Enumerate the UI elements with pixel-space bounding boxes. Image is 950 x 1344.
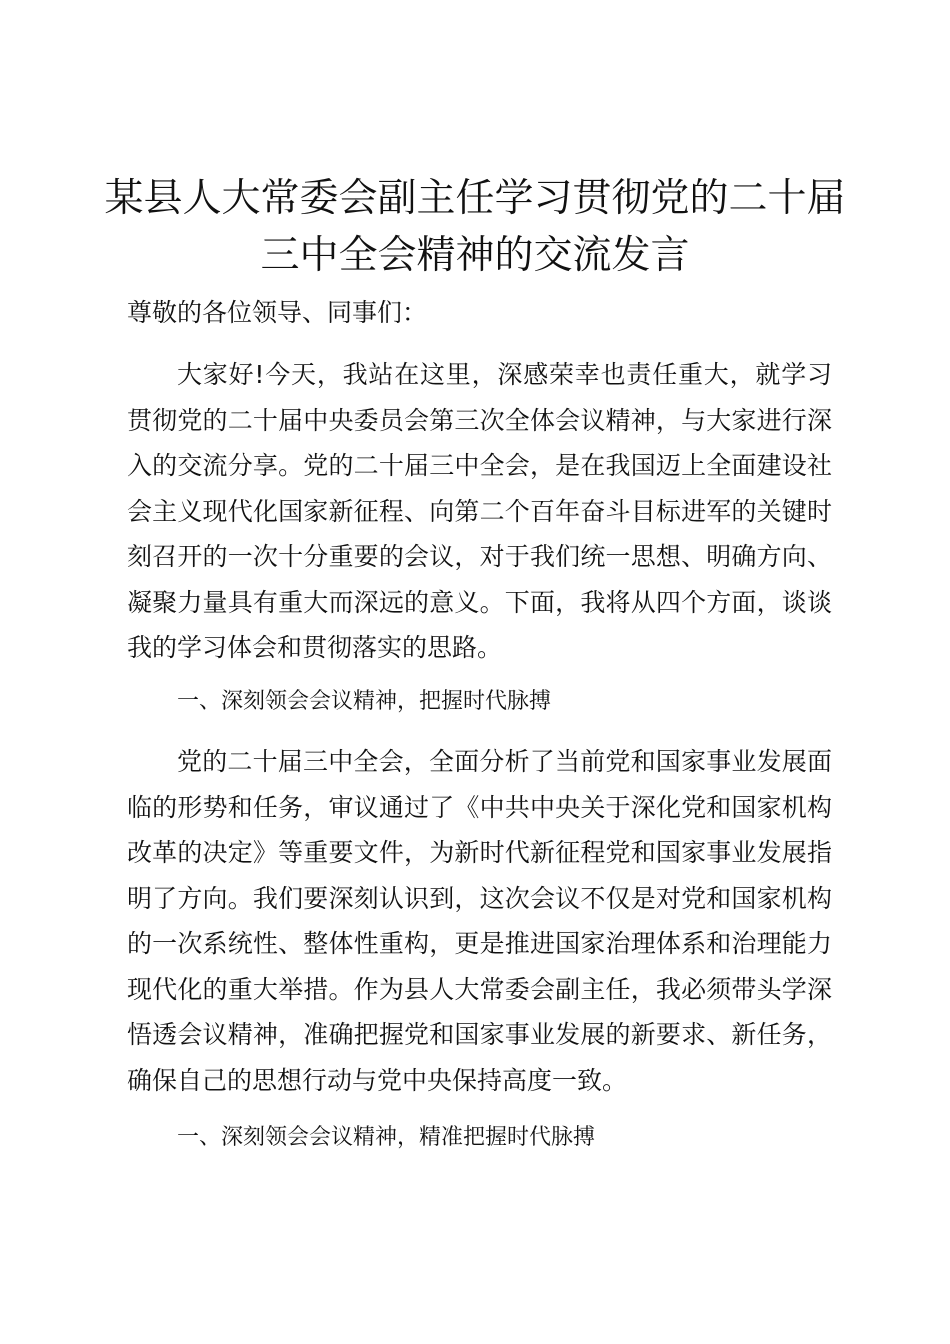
paragraph-section-1: 党的二十届三中全会，全面分析了当前党和国家事业发展面临的形势和任务，审议通过了《中共中央关于深化党和国家机构改革的决定》等重要文件，为新时代新征程党和国家事业发展指明了方向。我们要深刻认识到，这次会议不仅是对党和国家机构的一次系统性、整体性重构，更是推进国家治理体系和治理能力现代化的重大举措。作为县人大常委会副主任，我必须带头学深悟透会议精神，准确把握党和国家事业发展的新要求、新任务，确保自己的思想行动与党中央保持高度一致。 [127,747,832,1095]
document-title: 某县人大常委会副主任学习贯彻党的二十届三中全会精神的交流发言 [104,176,846,278]
salutation: 尊敬的各位领导、同事们： [127,298,428,327]
section-heading-1: 一、深刻领会会议精神，把握时代脉搏 [177,689,552,714]
paragraph-intro: 大家好!今天，我站在这里，深感荣幸也责任重大，就学习贯彻党的二十届中央委员会第三次全体会议精神，与大家进行深入的交流分享。党的二十届三中全会，是在我国迈上全面建设社会主义现代化国家新征程、向第二个百年奋斗目标进军的关键时刻召开的一次十分重要的会议，对于我们统一思想、明确方向、凝聚力量具有重大而深远的意义。下面，我将从四个方面，谈谈我的学习体会和贯彻落实的思路。 [127,360,832,662]
section-heading-2: 一、深刻领会会议精神，精准把握时代脉搏 [177,1125,596,1150]
